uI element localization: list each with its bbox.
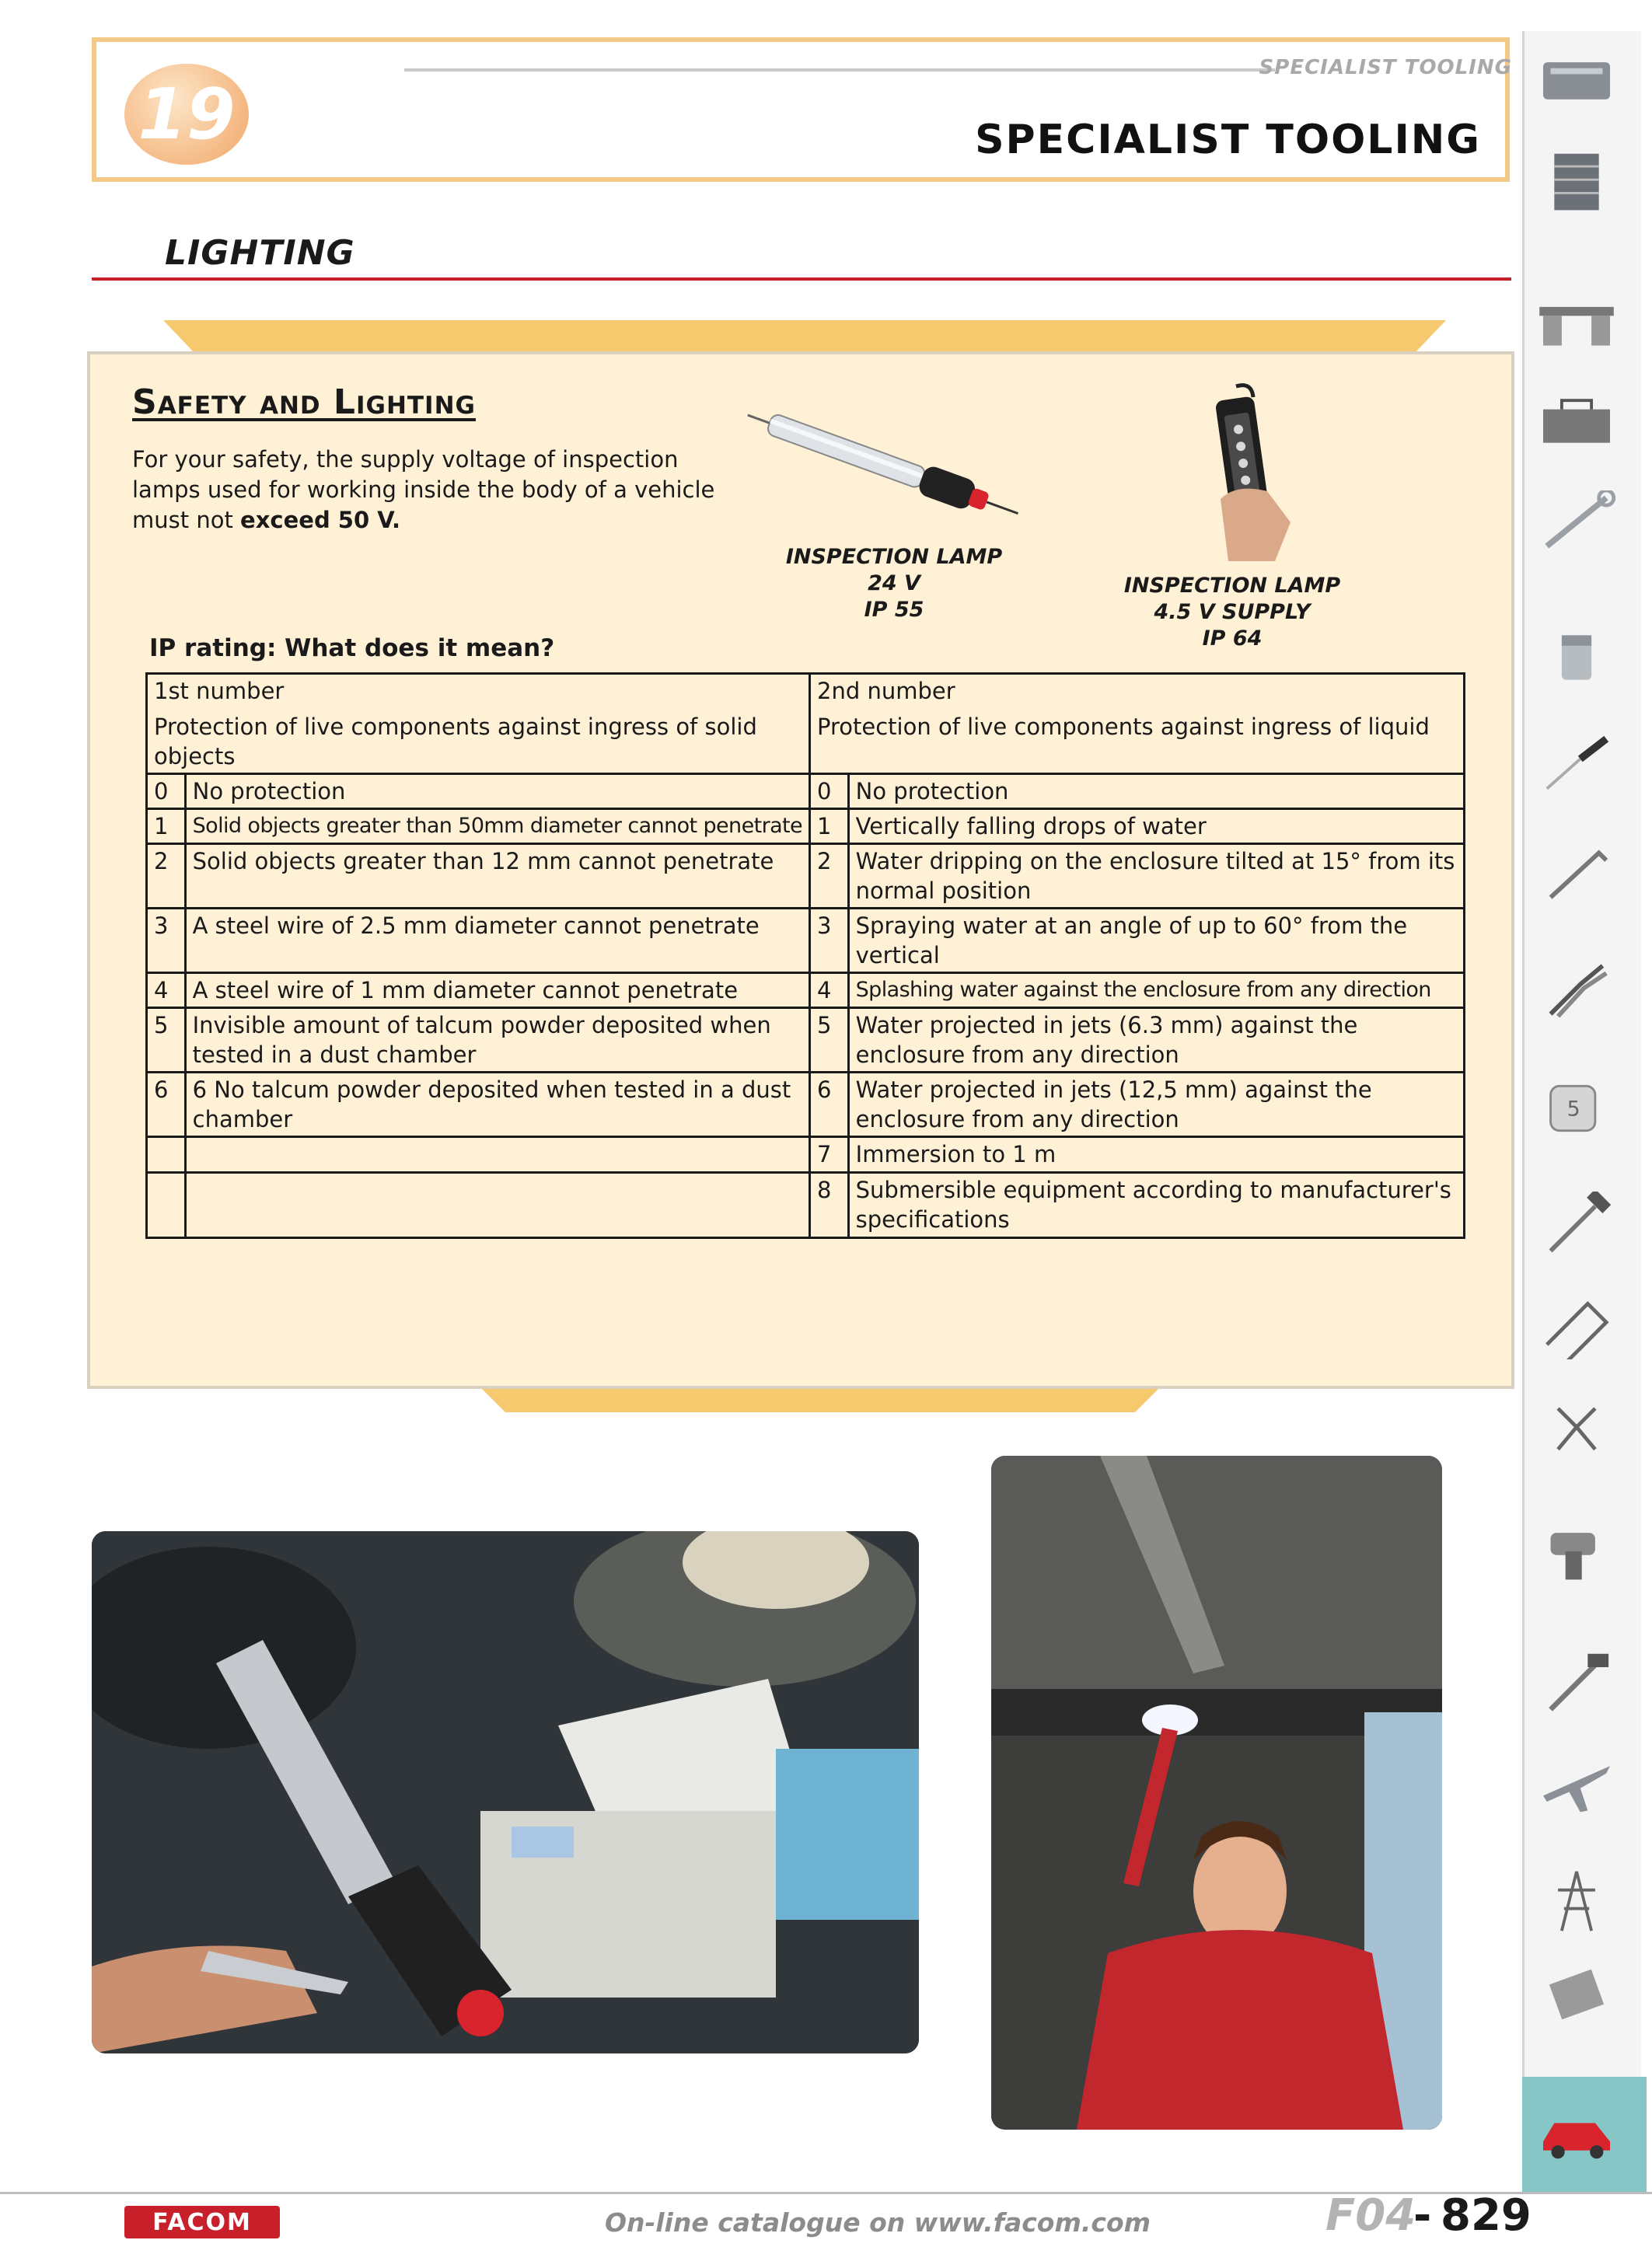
solid-number: 2 xyxy=(147,844,186,909)
table-row xyxy=(147,774,1465,809)
liquid-number: 5 xyxy=(810,1008,849,1073)
ip-rating-question: IP rating: What does it mean? xyxy=(149,634,555,662)
solid-number: 1 xyxy=(147,809,186,844)
table-row xyxy=(147,1137,1465,1173)
section-heading: LIGHTING xyxy=(165,233,355,273)
svg-text:5: 5 xyxy=(1566,1097,1580,1122)
table-row xyxy=(147,1008,1465,1073)
catalogue-link[interactable]: On-line catalogue on www.facom.com xyxy=(605,2207,1151,2238)
solid-number: 0 xyxy=(147,774,186,809)
liquid-description: Splashing water against the enclosure from any direction xyxy=(848,973,1464,1008)
hex-key-icon[interactable] xyxy=(1530,839,1623,911)
header-rule xyxy=(404,68,1275,72)
liquid-number: 2 xyxy=(810,844,849,909)
liquid-number: 0 xyxy=(810,774,849,809)
engine-bay-illustration xyxy=(92,1531,919,2053)
solid-description xyxy=(185,1173,809,1238)
solid-number: 6 xyxy=(147,1073,186,1137)
solid-number: 4 xyxy=(147,973,186,1008)
solid-description: A steel wire of 2.5 mm diameter cannot penetrate xyxy=(185,909,809,973)
solid-description: Invisible amount of talcum powder deposited when tested in a dust chamber xyxy=(185,1008,809,1073)
solid-number xyxy=(147,1137,186,1173)
table-row xyxy=(147,1173,1465,1238)
tool-cabinet-icon[interactable] xyxy=(1530,148,1623,219)
workbench-icon[interactable] xyxy=(1530,286,1623,358)
lamp1-caption xyxy=(777,544,1011,623)
engine-bay-photo xyxy=(92,1531,919,2053)
car-icon[interactable] xyxy=(1530,2095,1623,2166)
liquid-description: Water projected in jets (6.3 mm) against the enclosure from any direction xyxy=(848,1008,1464,1073)
inspection-lamp-24v-image xyxy=(739,400,1034,532)
lamp2-voltage: 4.5 V SUPPLY xyxy=(1154,600,1311,624)
toolbox-icon[interactable] xyxy=(1530,385,1623,456)
pliers-icon[interactable] xyxy=(1530,956,1623,1028)
liquid-description: Immersion to 1 m xyxy=(848,1137,1464,1173)
col1-title: Protection of live components against ingress of solid objects xyxy=(154,714,757,769)
electronics-chip-icon[interactable] xyxy=(1530,1959,1623,2030)
intro-body: For your safety, the supply voltage of inspection lamps used for working inside the body of a vehicle must not xyxy=(132,446,715,533)
socket-icon[interactable] xyxy=(1530,622,1623,693)
section-label: SPECIALIST TOOLING xyxy=(1259,56,1512,79)
catalogue-code: F04 xyxy=(1325,2190,1416,2241)
table-row xyxy=(147,1073,1465,1137)
liquid-description: Water projected in jets (12,5 mm) against the enclosure from any direction xyxy=(848,1073,1464,1137)
solid-description: Solid objects greater than 12 mm cannot penetrate xyxy=(185,844,809,909)
liquid-description: Water dripping on the enclosure tilted at 15° from its normal position xyxy=(848,844,1464,909)
ip-rating-table xyxy=(145,672,1465,1239)
section-rule xyxy=(92,277,1511,281)
liquid-number: 7 xyxy=(810,1137,849,1173)
page-title: SPECIALIST TOOLING xyxy=(975,117,1481,163)
solid-number xyxy=(147,1173,186,1238)
liquid-description: Spraying water at an angle of up to 60° from the vertical xyxy=(848,909,1464,973)
liquid-description: No protection xyxy=(848,774,1464,809)
liquid-description: Submersible equipment according to manufacturer's specifications xyxy=(848,1173,1464,1238)
col2-title: Protection of live components against ingress of liquid xyxy=(817,714,1430,740)
table-header-row xyxy=(147,674,1465,774)
lamp2-name: INSPECTION LAMP xyxy=(1123,574,1341,598)
mechanic-illustration xyxy=(991,1456,1442,2130)
col2-header xyxy=(810,674,1465,774)
inspection-lamp-4v5-image xyxy=(1182,382,1306,569)
solid-description xyxy=(185,1137,809,1173)
col1-number: 1st number xyxy=(154,678,285,704)
col2-number: 2nd number xyxy=(817,678,955,704)
wrench-icon[interactable] xyxy=(1530,488,1623,560)
intro-text xyxy=(132,445,723,536)
solid-number: 5 xyxy=(147,1008,186,1073)
liquid-number: 4 xyxy=(810,973,849,1008)
table-row xyxy=(147,909,1465,973)
impact-wrench-icon[interactable] xyxy=(1530,1516,1623,1587)
tape-measure-icon[interactable] xyxy=(1530,1073,1623,1144)
solid-description: A steel wire of 1 mm diameter cannot penetrate xyxy=(185,973,809,1008)
lamp1-name: INSPECTION LAMP xyxy=(785,545,1003,569)
liquid-number: 1 xyxy=(810,809,849,844)
page-number: 829 xyxy=(1441,2190,1532,2241)
tool-case-icon[interactable] xyxy=(1530,45,1623,117)
chapter-number: 19 xyxy=(138,73,236,155)
lamp2-caption xyxy=(1112,573,1353,652)
liquid-number: 3 xyxy=(810,909,849,973)
lamp1-voltage: 24 V xyxy=(868,571,920,595)
solid-description: Solid objects greater than 50mm diameter cannot penetrate xyxy=(185,809,809,844)
col1-header xyxy=(147,674,810,774)
solid-description: 6 No talcum powder deposited when tested in a dust chamber xyxy=(185,1073,809,1137)
table-row xyxy=(147,844,1465,909)
intro-bold: exceed 50 V. xyxy=(240,507,400,533)
electrical-pylon-icon[interactable] xyxy=(1530,1865,1623,1937)
hacksaw-icon[interactable] xyxy=(1530,1290,1623,1362)
liquid-number: 6 xyxy=(810,1073,849,1137)
panel-title: Safety and Lighting xyxy=(132,382,476,422)
chapter-badge xyxy=(124,64,249,165)
table-row xyxy=(147,809,1465,844)
pipe-wrench-icon[interactable] xyxy=(1530,1648,1623,1719)
solid-number: 3 xyxy=(147,909,186,973)
liquid-number: 8 xyxy=(810,1173,849,1238)
undercarriage-photo xyxy=(991,1456,1442,2130)
lamp1-rating: IP 55 xyxy=(864,598,924,622)
page-separator: - xyxy=(1413,2190,1432,2241)
panel-top-band xyxy=(163,320,1446,353)
aircraft-icon[interactable] xyxy=(1530,1749,1623,1820)
screwdriver-icon[interactable] xyxy=(1530,731,1623,802)
panel-bottom-band xyxy=(482,1389,1158,1412)
facom-logo: FACOM xyxy=(124,2206,280,2238)
table-row xyxy=(147,973,1465,1008)
solid-description: No protection xyxy=(185,774,809,809)
liquid-description: Vertically falling drops of water xyxy=(848,809,1464,844)
lamp2-rating: IP 64 xyxy=(1202,626,1263,651)
hammer-icon[interactable] xyxy=(1530,1189,1623,1261)
puller-icon[interactable] xyxy=(1530,1391,1623,1463)
